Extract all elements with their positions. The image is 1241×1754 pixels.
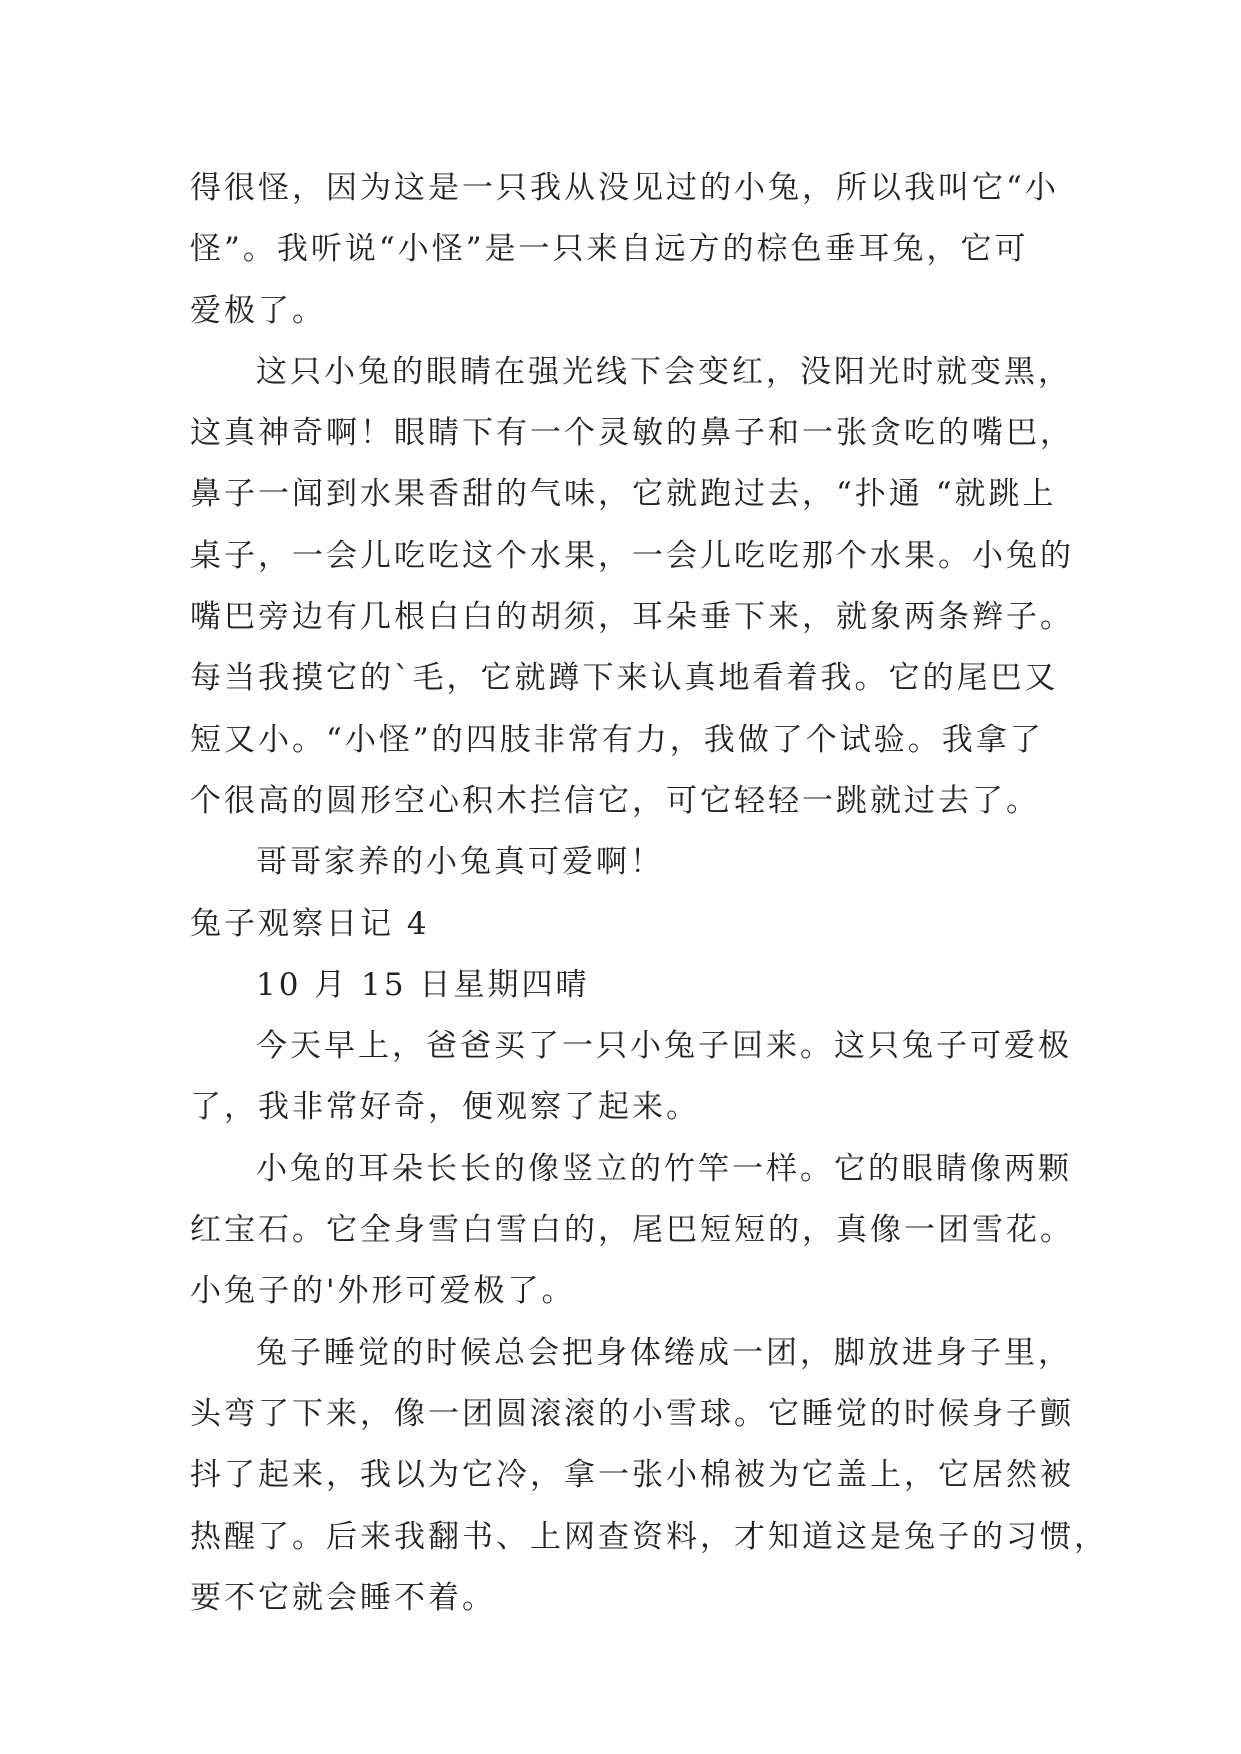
text-line: 这真神奇啊！眼睛下有一个灵敏的鼻子和一张贪吃的嘴巴， xyxy=(190,415,1074,452)
text-line: 头弯了下来，像一团圆滚滚的小雪球。它睡觉的时候身子颤 xyxy=(190,1395,1074,1432)
text-line: 今天早上，爸爸买了一只小兔子回来。这只兔子可爱极 xyxy=(256,1028,1072,1065)
text-line: 个很高的圆形空心积木拦信它，可它轻轻一跳就过去了。 xyxy=(190,782,1040,819)
diary-date: 10 月 15 日星期四晴 xyxy=(256,966,590,1003)
section-heading: 兔子观察日记 4 xyxy=(190,905,430,942)
text-line: 小兔的耳朵长长的像竖立的竹竿一样。它的眼睛像两颗 xyxy=(256,1150,1072,1187)
text-line: 桌子，一会儿吃吃这个水果，一会儿吃吃那个水果。小兔的 xyxy=(190,537,1074,574)
text-line: 鼻子一闻到水果香甜的气味，它就跑过去，“扑通 “就跳上 xyxy=(190,476,1057,513)
text-line: 兔子睡觉的时候总会把身体绻成一团，脚放进身子里， xyxy=(256,1334,1072,1371)
text-line: 抖了起来，我以为它冷，拿一张小棉被为它盖上，它居然被 xyxy=(190,1457,1074,1494)
document-body xyxy=(190,158,1108,1629)
text-line: 哥哥家养的小兔真可爱啊！ xyxy=(256,844,664,881)
text-line: 热醒了。后来我翻书、上网查资料，才知道这是兔子的习惯， xyxy=(190,1518,1108,1555)
text-line: 这只小兔的眼睛在强光线下会变红，没阳光时就变黑， xyxy=(256,353,1072,390)
text-line: 怪”。我听说“小怪”是一只来自远方的棕色垂耳兔，它可 xyxy=(190,231,1029,268)
text-line: 红宝石。它全身雪白雪白的，尾巴短短的，真像一团雪花。 xyxy=(190,1212,1074,1249)
text-line: 要不它就会睡不着。 xyxy=(190,1579,496,1616)
text-line: 得很怪，因为这是一只我从没见过的小兔，所以我叫它“小 xyxy=(190,170,1059,206)
text-line: 每当我摸它的`毛，它就蹲下来认真地看着我。它的尾巴又 xyxy=(190,660,1059,697)
text-line: 嘴巴旁边有几根白白的胡须，耳朵垂下来，就象两条辫子。 xyxy=(190,599,1074,636)
text-line: 爱极了。 xyxy=(190,292,326,329)
text-line: 短又小。“小怪”的四肢非常有力，我做了个试验。我拿了 xyxy=(190,721,1044,758)
text-line: 了，我非常好奇，便观察了起来。 xyxy=(190,1089,700,1126)
text-line: 小兔子的'外形可爱极了。 xyxy=(190,1273,576,1310)
